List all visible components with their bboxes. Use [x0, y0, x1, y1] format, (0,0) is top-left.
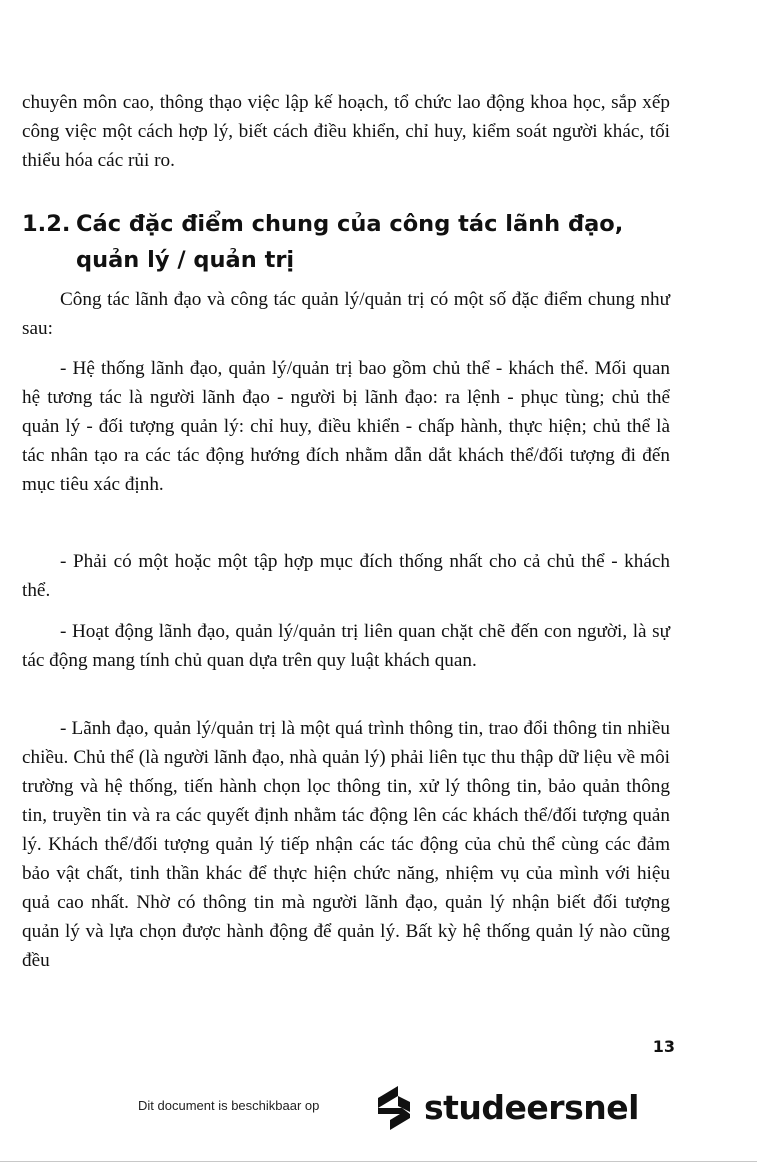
intro-paragraph: chuyên môn cao, thông thạo việc lập kế hoạch, tổ chức lao động khoa học, sắp xếp công việc một cách hợp lý, biết cách điều khiển, chỉ huy, kiểm soát người khác, tối thiểu hóa các rủi ro. — [22, 92, 670, 171]
brand-name: studeersnel — [424, 1087, 639, 1127]
bottom-rule — [0, 1161, 757, 1162]
paragraph-1: Công tác lãnh đạo và công tác quản lý/quản trị có một số đặc điểm chung như sau: — [22, 289, 670, 339]
studeersnel-logo[interactable] — [372, 1084, 639, 1130]
page-number: 13 — [652, 1037, 675, 1056]
paragraph-5: - Lãnh đạo, quản lý/quản trị là một quá trình thông tin, trao đổi thông tin nhiều chiều. Chủ thể (là người lãnh đạo, nhà quản lý) phải liên tục thu thập dữ liệu về môi trường và hệ thống, tiến hành chọn lọc thông tin, xử lý thông tin, bảo quản thông tin, truyền tin và ra các quyết định nhằm tác động lên các khách thể/đối tượng quản lý. Khách thể/đối tượng quản lý tiếp nhận các tác động của chủ thể cùng các đảm bảo vật chất, tinh thần khác để thực hiện chức năng, nhiệm vụ của mình với hiệu quả cao nhất. Nhờ có thông tin mà người lãnh đạo, quản lý nhận biết đối tượng quản lý và lựa chọn được hành động để quản lý. Bất kỳ hệ thống quản lý nào cũng đều — [22, 718, 670, 971]
section-title-line2: quản lý / quản trị — [76, 247, 295, 273]
footer-note: Dit document is beschikbaar op — [138, 1098, 320, 1113]
paragraph-4: - Hoạt động lãnh đạo, quản lý/quản trị liên quan chặt chẽ đến con người, là sự tác động mang tính chủ quan dựa trên quy luật khách quan. — [22, 621, 670, 671]
section-number: 1.2. — [22, 211, 71, 237]
paragraph-3: - Phải có một hoặc một tập hợp mục đích thống nhất cho cả chủ thể - khách thể. — [22, 551, 670, 601]
section-heading — [22, 206, 682, 278]
studeersnel-logo-icon — [372, 1084, 416, 1130]
section-title-line1: Các đặc điểm chung của công tác lãnh đạo, — [76, 211, 624, 237]
paragraph-2: - Hệ thống lãnh đạo, quản lý/quản trị bao gồm chủ thể - khách thể. Mối quan hệ tương tác là người lãnh đạo - người bị lãnh đạo: ra lệnh - phục tùng; chủ thể quản lý - đối tượng quản lý: chỉ huy, điều khiển - chấp hành, thực hiện; chủ thể là tác nhân tạo ra các tác động hướng đích nhằm dẫn dắt khách thể/đối tượng đi đến mục tiêu xác định. — [22, 358, 670, 495]
